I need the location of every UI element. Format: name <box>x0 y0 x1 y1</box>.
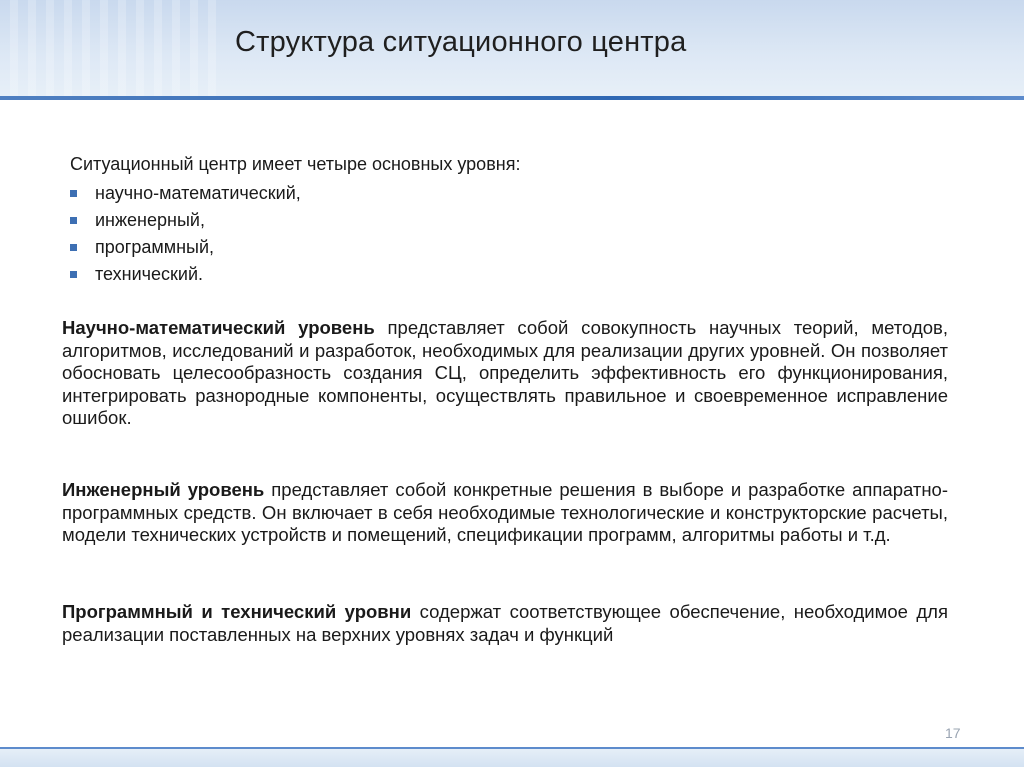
header-decoration <box>0 0 220 100</box>
paragraph-term: Программный и технический уровни <box>62 601 412 622</box>
paragraph-engineering-level <box>62 479 948 547</box>
slide-footer <box>0 747 1024 767</box>
list-item-label: программный, <box>95 237 215 257</box>
bullet-square-icon <box>70 190 77 197</box>
levels-list <box>70 180 301 288</box>
footer-line <box>0 747 1024 749</box>
paragraph-term: Научно-математический уровень <box>62 317 375 338</box>
page-number: 17 <box>945 725 961 741</box>
paragraph-body: представляет собой конкретные решения в выборе и разработке аппаратно-программных средств. Он включает в себя необходимые технологические и конструкторские расчеты, модели технических устройств и помещений, спецификации программ, алгоритмы работы и т.д. <box>62 479 949 545</box>
paragraph-body: представляет собой совокупность научных теорий, методов, алгоритмов, исследований и разработок, необходимых для реализации других уровней. Он позволяет обосновать целесообразность создания СЦ, определить эффективность его функционирования, интегрировать разнородные компоненты, осуществлять правильное и своевременное исправление ошибок. <box>62 317 948 428</box>
list-item-label: инженерный, <box>95 210 205 230</box>
list-item-label: технический. <box>95 264 204 284</box>
list-item <box>70 207 301 234</box>
list-item <box>70 180 301 207</box>
list-item <box>70 261 301 288</box>
bullet-square-icon <box>70 271 77 278</box>
paragraph-body: содержат соответствующее обеспечение, необходимое для реализации поставленных на верхних уровнях задач и функций <box>62 601 948 645</box>
paragraph-scientific-level <box>62 317 948 430</box>
slide-title: Структура ситуационного центра <box>235 26 687 58</box>
list-item-label: научно-математический, <box>95 183 301 203</box>
list-item <box>70 234 301 261</box>
paragraph-software-technical-levels <box>62 601 948 646</box>
paragraph-term: Инженерный уровень <box>62 479 265 500</box>
header-accent-band <box>0 96 1024 100</box>
bullet-square-icon <box>70 217 77 224</box>
intro-text: Ситуационный центр имеет четыре основных уровня: <box>70 154 521 174</box>
bullet-square-icon <box>70 244 77 251</box>
